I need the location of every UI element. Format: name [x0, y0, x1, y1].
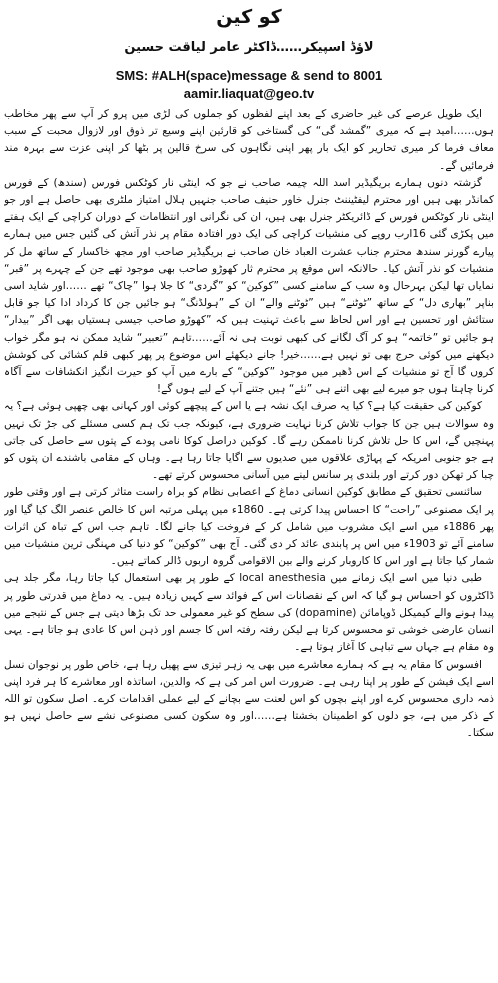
- paragraph: سائنسی تحقیق کے مطابق کوکین انسانی دماغ کے اعصابی نظام کو براہ راست متاثر کرتی ہے اور وقتی طور پر ایک مصنوعی ”راحت“ کا احساس پیدا کرتی ہے۔ 1860ء میں پہلی مرتبہ اس کا خالص عنصر الگ کیا گیا اور پھر 1886ء میں اسے ایک مشروب میں شامل کر کے فروخت کیا جانے لگا۔ تاہم جب اس کے تباہ کن اثرات سامنے آئے تو 1903ء میں اس پر پابندی عائد کر دی گئی۔ آج بھی ”کوکین“ کو دنیا کی مہنگی ترین منشیات میں شمار کیا جاتا ہے اور اس کا کاروبار کرنے والے بین الاقوامی گروہ اربوں ڈالر کماتے ہیں۔: [4, 486, 494, 568]
- paragraph: طبی دنیا میں اسے ایک زمانے میں local anesthesia کے طور پر بھی استعمال کیا جاتا رہا، مگر جلد ہی ڈاکٹروں کو احساس ہو گیا کہ اس کے نقصانات اس کے فوائد سے کہیں زیادہ ہیں۔ یہ دماغ میں قدرتی طور پر پیدا ہونے والے کیمیکل ڈوپامائن (dopamine) کی سطح کو غیر معمولی حد تک بڑھا دیتی ہے جس کے نتیجے میں انسان عارضی خوشی تو محسوس کرتا ہے لیکن رفتہ رفتہ اس کا جسم اور ذہن اس کا عادی ہو جاتا ہے۔ یہی وہ مقام ہے جہاں سے تباہی کا آغاز ہوتا ہے۔: [4, 572, 494, 654]
- article-body: [4, 106, 494, 980]
- email-address: aamir.liaquat@geo.tv: [183, 86, 315, 101]
- paragraph: گزشتہ دنوں ہمارے بریگیڈیر اسد اللہ چیمہ صاحب نے جو کہ اینٹی نار کوٹکس فورس (سندھ) کے فورس کمانڈر بھی ہیں اور محترم لیفٹیننٹ جنرل خاور حنیف صاحب جنہیں ہلال امتیاز ملٹری بھی حاصل ہے اور جو اینٹی نار کوٹکس فورس کے ڈائریکٹر جنرل بھی ہیں، ان کی نگرانی اور انتظامات کے دوران کراچی کے ایک ہفتے میں پکڑی گئی 16ارب روپے کی منشیات کراچی کی ایک دور افتادہ مقام پر نذر آتش کی گئیں جس میں ہمارے پیارے گورنر سندھ محترم جناب عشرت العباد خان صاحب نے بریگیڈیر صاحب اور مجھ خاکسار کے ساتھ مل کر منشیات کو نذر آتش کیا۔ حالانکہ اس موقع پر محترم ثار کھوڑو صاحب بھی موجود تھے جن کے چہرے پر ”قبر“ نمایاں تھا لیکن بہرحال وہ سب کے سامنے کسی ”کوکین“ کو ”گردی“ کا جلا ہوا ”چاک“ تھے ……اور شاید اسی بناپر ”بھاری دل“ کے ساتھ ”ٹوٹنے“ ہیں ”ٹوٹنے والے“ ان کے ”ہولڈنگ“ ہو جائیں جن کا کرداد ادا کیا جو قابل ستائش اور تحسین ہے اور اس لحاظ سے باعث تہنیت ہیں کہ ”کھوڑو صاحب جیسی ہستیاں بھی اگر ”بیدار“ ہو جائیں تو ”خاتمہ“ ہو کر آگ لگانے کی کبھی نوبت ہی نہ آئے……تاہم ”تعبیر“ شاید ممکن نہ ہو مگر خواب دیکھنے میں کوئی حرج بھی تو نہیں ہے……خیر! جانے دیکھئے اس موضوع پر پھر کبھی قلم کشائی کی کوشش کروں گا آج تو منشیات کے اس ڈھیر میں موجود ”کوکین“ کے بارے میں آپ کو حیرت انگیز انکشافات سے آگاہ کرنا چاہتا ہوں جو میرے لیے بھی اتنے ہی ”نئے“ ہیں جتنے آپ کے لیے ہوں گے!: [4, 176, 494, 396]
- byline: لاؤڈ اسپیکر……ڈاکٹر عامر لیاقت حسین: [124, 40, 374, 55]
- paragraph: کوکین کی حقیقت کیا ہے؟ کیا یہ صرف ایک نشہ ہے یا اس کے پیچھے کوئی اور کہانی بھی چھپی ہوئی ہے؟ یہ وہ سوالات ہیں جن کا جواب تلاش کرنا نہایت ضروری ہے، کیونکہ جب تک ہم کسی مسئلے کی جڑ تک نہیں پہنچیں گے، اس کا حل تلاش کرنا ناممکن رہے گا۔ کوکین دراصل کوکا نامی پودے کے پتوں سے حاصل کی جاتی ہے جو جنوبی امریکہ کے پہاڑی علاقوں میں صدیوں سے اگایا جاتا رہا ہے۔ وہاں کے مقامی باشندے ان پتوں کو چبا کر تھکن دور کرتے اور بلندی پر سانس لینے میں آسانی محسوس کرتے تھے۔: [4, 400, 494, 482]
- sms-line: SMS: #ALH(space)message & send to 8001: [115, 68, 383, 83]
- paragraph: ایک طویل عرصے کی غیر حاضری کے بعد اپنے لفظوں کو جملوں کی لڑی میں پرو کر آپ سے پھر مخاطب ہوں……امید ہے کہ میری ”گمشد گی“ کی گستاخی کو قارئین اپنے وسیع تر ذوق اور لازوال محبت کے سبب معاف فرما کر میری تحاریر کو ایک بار پھر اپنی نگاہوں کی سرخ قالین پر بٹھا کر اپنی عزت سے بہرہ مند فرمائیں گے۔: [4, 108, 494, 172]
- column-title: کو کین: [216, 6, 282, 28]
- paragraph: افسوس کا مقام یہ ہے کہ ہمارے معاشرے میں بھی یہ زہر تیزی سے پھیل رہا ہے، خاص طور پر نوجوان نسل اسے ایک فیشن کے طور پر اپنا رہی ہے۔ ضرورت اس امر کی ہے کہ والدین، اساتذہ اور معاشرے کا ہر فرد اپنی ذمہ داری محسوس کرے اور اپنے بچوں کو اس لعنت سے بچانے کے لیے عملی اقدامات کرے۔ اصل سکون تو اللہ کے ذکر میں ہے، جو دلوں کو اطمینان بخشتا ہے……اور وہ سکون کسی مصنوعی نشے سے حاصل نہیں ہو سکتا۔: [4, 658, 494, 740]
